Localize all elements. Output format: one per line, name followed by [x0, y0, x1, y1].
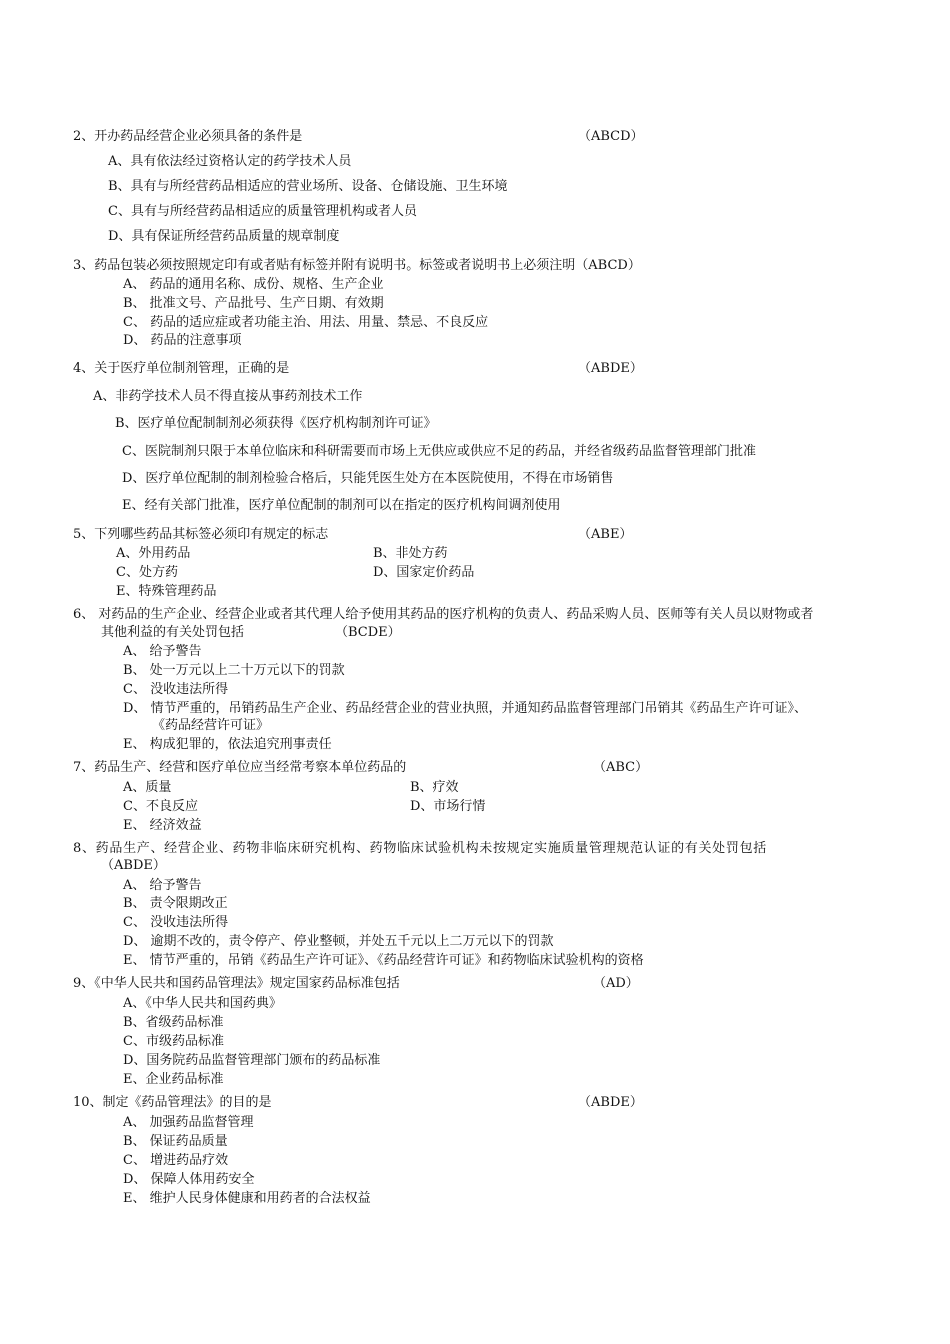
question-7-option-c: C、不良反应 [123, 799, 198, 814]
question-9-option-b: B、省级药品标准 [123, 1015, 224, 1030]
question-7-stem: 7、药品生产、经营和医疗单位应当经常考察本单位药品的 [73, 760, 407, 775]
question-5-answer: （ABE） [578, 527, 633, 542]
question-6-option-d-cont: 《药品经营许可证》 [152, 718, 270, 733]
question-3-option-c: C、 药品的适应症或者功能主治、用法、用量、禁忌、不良反应 [123, 315, 489, 330]
question-8-option-c: C、 没收违法所得 [123, 915, 229, 930]
question-3-stem: 3、药品包装必须按照规定印有或者贴有标签并附有说明书。标签或者说明书上必须注明（ABCD） [73, 258, 641, 273]
question-4-stem: 4、关于医疗单位制剂管理，正确的是 [73, 361, 290, 376]
question-2-option-d: D、具有保证所经营药品质量的规章制度 [108, 229, 340, 244]
question-3-option-d: D、 药品的注意事项 [123, 333, 242, 348]
question-9-option-e: E、企业药品标准 [123, 1072, 224, 1087]
question-10-option-c: C、 增进药品疗效 [123, 1153, 229, 1168]
question-8-answer: （ABDE） [101, 858, 166, 873]
question-2-option-b: B、具有与所经营药品相适应的营业场所、设备、仓储设施、卫生环境 [108, 179, 508, 194]
question-10-option-e: E、 维护人民身体健康和用药者的合法权益 [123, 1191, 371, 1206]
question-10-option-b: B、 保证药品质量 [123, 1134, 228, 1149]
question-5-option-e: E、特殊管理药品 [116, 584, 217, 599]
question-6-option-e: E、 构成犯罪的，依法追究刑事责任 [123, 737, 332, 752]
question-4-option-b: B、医疗单位配制制剂必须获得《医疗机构制剂许可证》 [115, 416, 437, 431]
question-8-option-b: B、 责令限期改正 [123, 896, 228, 911]
question-8-option-a: A、 给予警告 [123, 878, 202, 893]
question-9-option-c: C、市级药品标准 [123, 1034, 224, 1049]
question-9-stem: 9、《中华人民共和国药品管理法》规定国家药品标准包括 [73, 976, 400, 991]
question-10-option-d: D、 保障人体用药安全 [123, 1172, 255, 1187]
question-2-option-c: C、具有与所经营药品相适应的质量管理机构或者人员 [108, 204, 417, 219]
question-10-option-a: A、 加强药品监督管理 [123, 1115, 254, 1130]
question-5-option-c: C、处方药 [116, 565, 178, 580]
question-2-option-a: A、具有依法经过资格认定的药学技术人员 [108, 154, 352, 169]
question-5-option-d: D、国家定价药品 [373, 565, 475, 580]
question-4-answer: （ABDE） [578, 361, 643, 376]
question-10-answer: （ABDE） [578, 1095, 643, 1110]
question-6-option-b: B、 处一万元以上二十万元以下的罚款 [123, 663, 345, 678]
question-4-option-d: D、医疗单位配制的制剂检验合格后，只能凭医生处方在本医院使用，不得在市场销售 [122, 471, 614, 486]
question-9-option-d: D、国务院药品监督管理部门颁布的药品标准 [123, 1053, 381, 1068]
question-10-stem: 10、制定《药品管理法》的目的是 [73, 1095, 272, 1110]
question-4-option-c: C、医院制剂只限于本单位临床和科研需要而市场上无供应或供应不足的药品，并经省级药品监督管理部门批准 [122, 444, 756, 459]
question-6-option-a: A、 给予警告 [123, 644, 202, 659]
question-2-stem: 2、开办药品经营企业必须具备的条件是 [73, 129, 303, 144]
question-7-option-b: B、疗效 [410, 780, 459, 795]
question-8-stem: 8、药品生产、经营企业、药物非临床研究机构、药物临床试验机构未按规定实施质量管理规范认证的有关处罚包括 [73, 841, 767, 856]
question-8-option-d: D、 逾期不改的，责令停产、停业整顿，并处五千元以上二万元以下的罚款 [123, 934, 554, 949]
question-2-answer: （ABCD） [578, 129, 644, 144]
question-5-option-a: A、外用药品 [116, 546, 191, 561]
question-6-option-c: C、 没收违法所得 [123, 682, 229, 697]
question-7-option-a: A、质量 [123, 780, 172, 795]
question-6-answer: （BCDE） [335, 625, 401, 640]
question-3-option-b: B、 批准文号、产品批号、生产日期、有效期 [123, 296, 384, 311]
question-7-answer: （ABC） [593, 760, 649, 775]
question-7-option-e: E、 经济效益 [123, 818, 202, 833]
question-9-option-a: A、《中华人民共和国药典》 [123, 996, 282, 1011]
question-6-stem-line2: 其他利益的有关处罚包括 [101, 625, 245, 640]
question-3-option-a: A、 药品的通用名称、成份、规格、生产企业 [123, 277, 384, 292]
question-8-option-e: E、 情节严重的，吊销《药品生产许可证》、《药品经营许可证》和药物临床试验机构的资格 [123, 953, 644, 968]
question-5-stem: 5、下列哪些药品其标签必须印有规定的标志 [73, 527, 329, 542]
question-7-option-d: D、市场行情 [410, 799, 486, 814]
question-5-option-b: B、非处方药 [373, 546, 448, 561]
question-6-option-d: D、 情节严重的，吊销药品生产企业、药品经营企业的营业执照，并通知药品监督管理部门吊销其《药品生产许可证》、 [123, 701, 808, 716]
question-6-stem-line1: 6、 对药品的生产企业、经营企业或者其代理人给予使用其药品的医疗机构的负责人、药品采购人员、医师等有关人员以财物或者 [73, 607, 814, 622]
question-4-option-e: E、经有关部门批准，医疗单位配制的制剂可以在指定的医疗机构间调剂使用 [122, 498, 561, 513]
question-9-answer: （AD） [593, 976, 639, 991]
question-4-option-a: A、非药学技术人员不得直接从事药剂技术工作 [93, 389, 363, 404]
